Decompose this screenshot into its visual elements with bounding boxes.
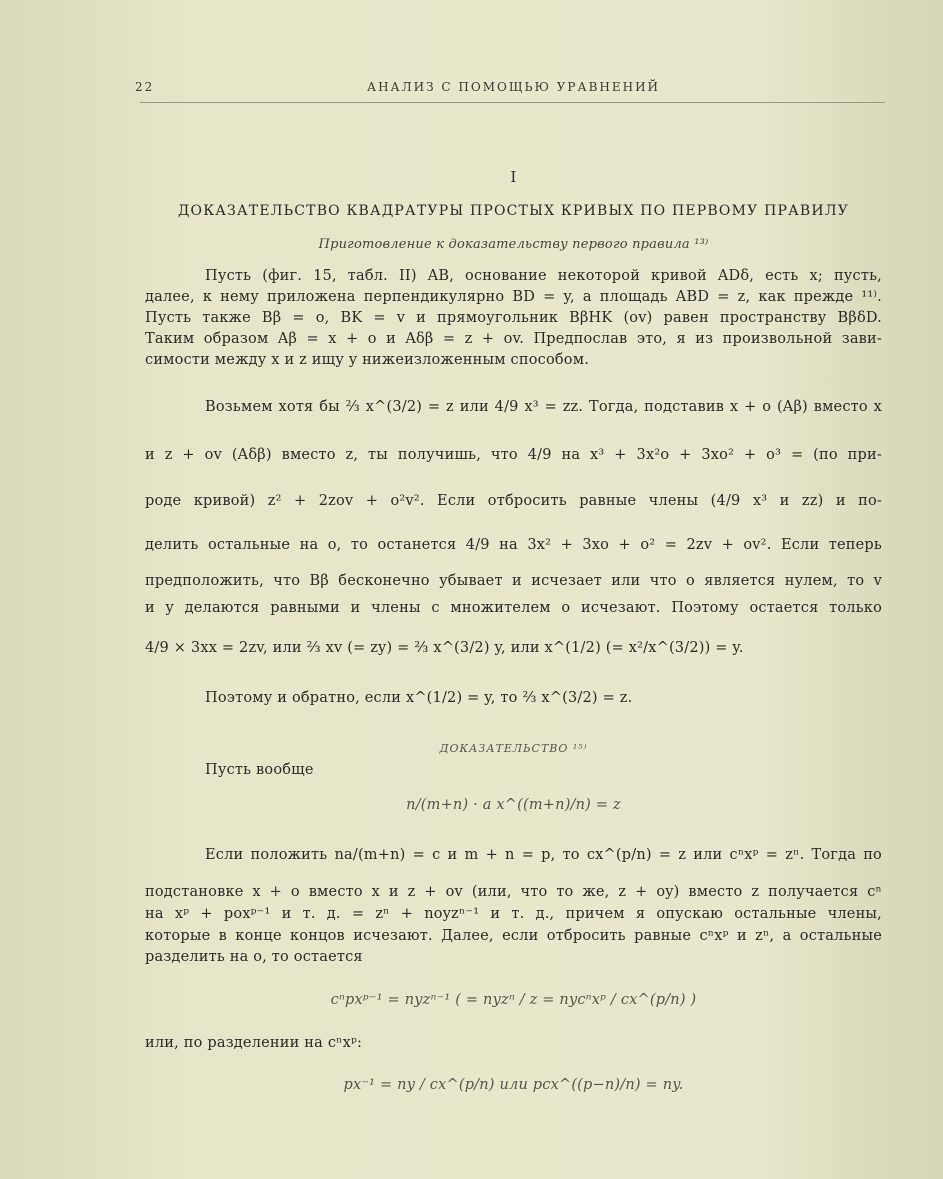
formula: cⁿpxᵖ⁻¹ = nyzⁿ⁻¹ ( = nyzⁿ / z = nycⁿxᵖ / cx^(p/n) ): [330, 992, 697, 1008]
text-line: Пусть вообще: [205, 762, 314, 778]
text-line: Пусть (фиг. 15, табл. II) AB, основание некоторой кривой ADδ, есть x; пусть,: [205, 268, 882, 284]
text-line: на xᵖ + poxᵖ⁻¹ и т. д. = zⁿ + noyzⁿ⁻¹ и т. д., причем я опускаю остальные члены,: [145, 906, 882, 922]
formula: n/(m+n) · a x^((m+n)/n) = z: [406, 797, 621, 813]
text-line: разделить на o, то остается: [145, 949, 363, 965]
text-line: предположить, что Bβ бесконечно убывает и исчезает или что o является нулем, то v: [145, 573, 882, 589]
text-line: Возьмем хотя бы ⅔ x^(3/2) = z или 4/9 x³ = zz. Тогда, подставив x + o (Aβ) вместо x: [205, 399, 882, 415]
text-line: и y делаются равными и члены с множителем o исчезают. Поэтому остается только: [145, 600, 882, 616]
section-subtitle: Приготовление к доказательству первого правила ¹³⁾: [318, 237, 709, 252]
text-line: или, по разделении на cⁿxᵖ:: [145, 1035, 363, 1051]
proof-heading: ДОКАЗАТЕЛЬСТВО ¹⁵⁾: [439, 742, 588, 755]
formula: px⁻¹ = ny / cx^(p/n) или pcx^((p−n)/n) = ny.: [343, 1077, 684, 1093]
running-title: АНАЛИЗ С ПОМОЩЬЮ УРАВНЕНИЙ: [366, 80, 661, 94]
header-rule: [140, 102, 885, 103]
text-line: и z + ov (Aδβ) вместо z, ты получишь, что 4/9 на x³ + 3x²o + 3xo² + o³ = (по при-: [145, 447, 882, 463]
text-line: далее, к нему приложена перпендикулярно BD = y, а площадь ABD = z, как прежде ¹¹⁾.: [145, 289, 882, 305]
text-line: которые в конце концов исчезают. Далее, если отбросить равные cⁿxᵖ и zⁿ, а остальные: [145, 928, 882, 944]
text-line: 4/9 × 3xx = 2zv, или ⅔ xv (= zy) = ⅔ x^(3/2) y, или x^(1/2) (= x²/x^(3/2)) = y.: [145, 640, 744, 656]
text-line: Поэтому и обратно, если x^(1/2) = y, то ⅔ x^(3/2) = z.: [205, 690, 633, 706]
page-number: 22: [135, 80, 155, 94]
text-line: роде кривой) z² + 2zov + o²v². Если отбросить равные члены (4/9 x³ и zz) и по-: [145, 493, 882, 509]
text-line: Если положить na/(m+n) = c и m + n = p, то cx^(p/n) = z или cⁿxᵖ = zⁿ. Тогда по: [205, 847, 882, 863]
text-line: Пусть также Bβ = o, BK = v и прямоугольник BβHK (ov) равен пространству BβδD.: [145, 310, 882, 326]
text-line: подстановке x + o вместо x и z + ov (или, что то же, z + oy) вместо z получается cⁿ: [145, 884, 882, 900]
text-line: Таким образом Aβ = x + o и Aδβ = z + ov. Предпослав это, я из произвольной зави-: [145, 331, 882, 347]
section-title: ДОКАЗАТЕЛЬСТВО КВАДРАТУРЫ ПРОСТЫХ КРИВЫХ ПО ПЕРВОМУ ПРАВИЛУ: [177, 203, 850, 219]
text-line: делить остальные на o, то останется 4/9 на 3x² + 3xo + o² = 2zv + ov². Если теперь: [145, 537, 882, 553]
text-line: симости между x и z ищу y нижеизложенным способом.: [145, 352, 590, 368]
section-number: I: [510, 170, 517, 186]
